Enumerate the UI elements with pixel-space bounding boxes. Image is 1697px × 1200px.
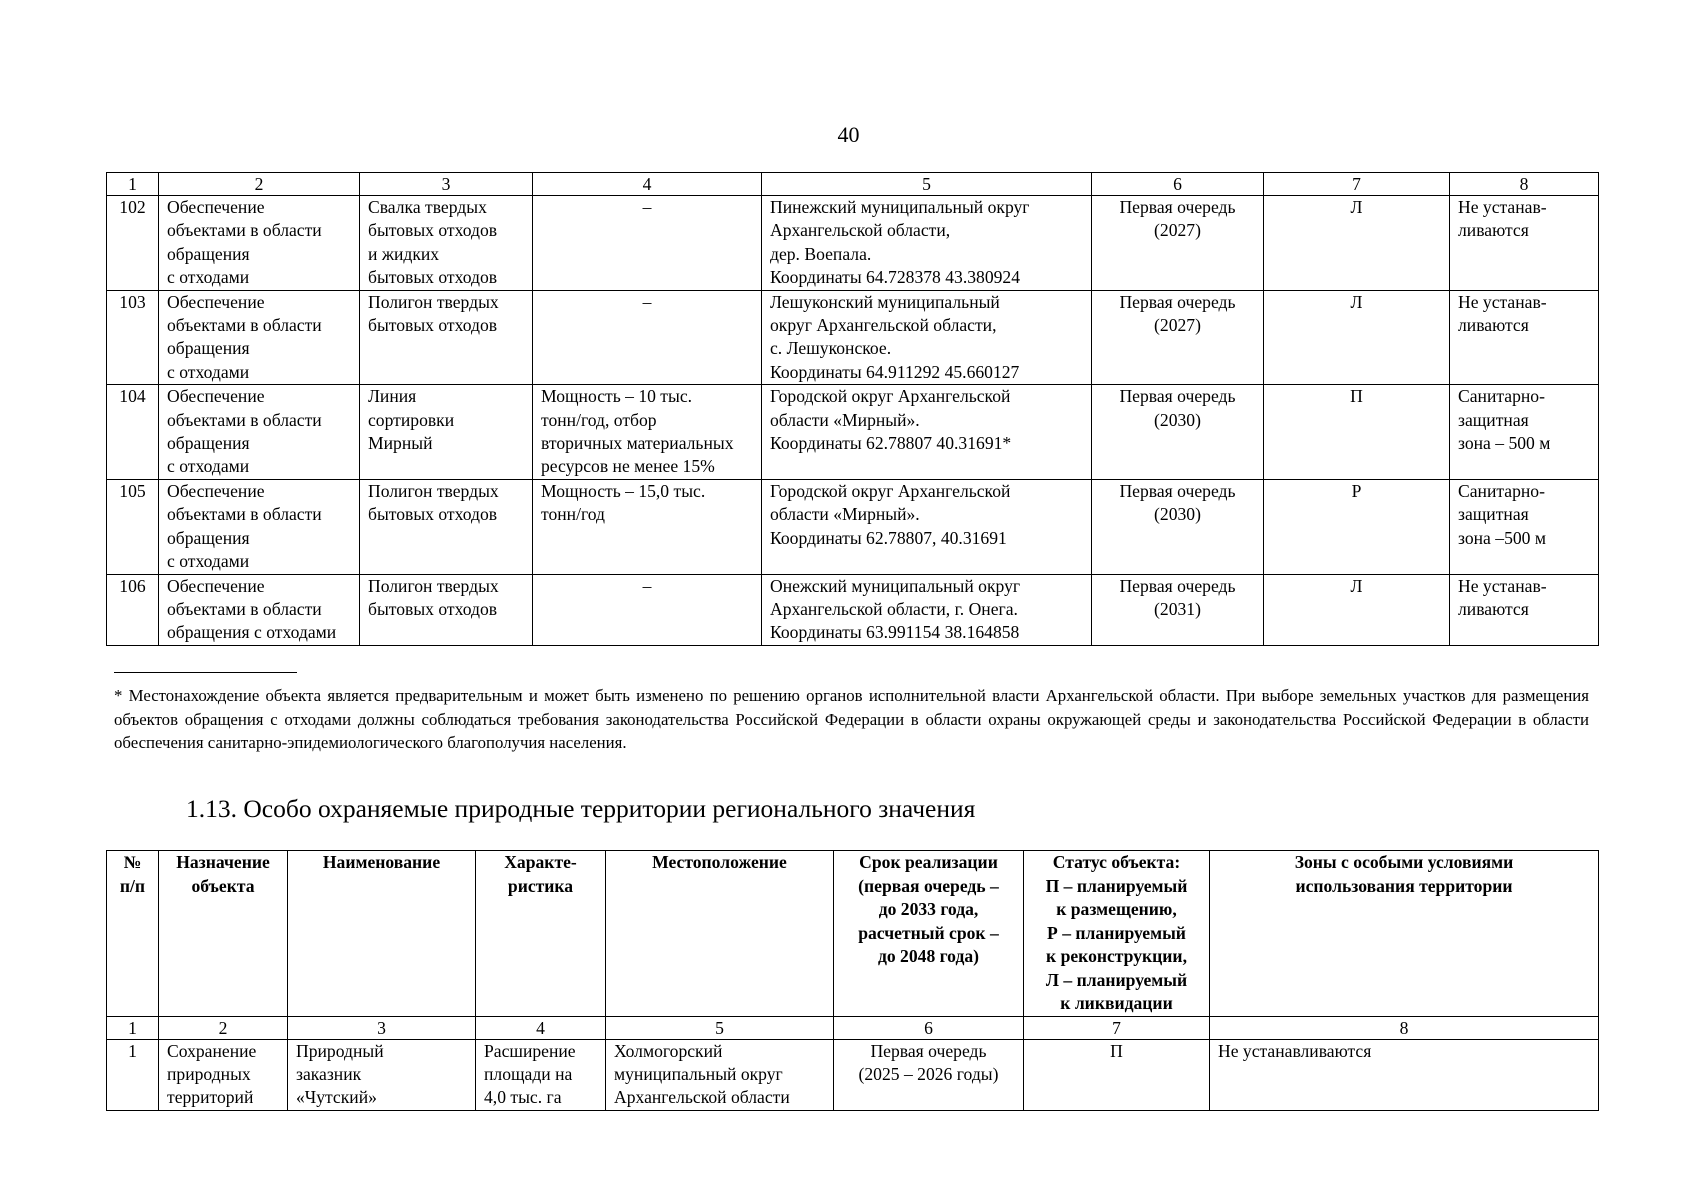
column-number: 8 [1450, 173, 1599, 196]
object-purpose: Обеспечение объектами в области обращения с отходами [159, 290, 360, 385]
column-number: 1 [107, 1016, 159, 1039]
object-characteristic: Мощность – 10 тыс. тонн/год, отбор вторичных материальных ресурсов не менее 15% [533, 385, 762, 480]
column-number: 6 [834, 1016, 1024, 1039]
object-characteristic: – [533, 290, 762, 385]
object-name: Полигон твердых бытовых отходов [360, 479, 533, 574]
table-row [107, 574, 1599, 645]
header-status: Статус объекта: П – планируемый к размещению, Р – планируемый к реконструкции, Л – планируемый к ликвидации [1024, 851, 1210, 1017]
object-characteristic: – [533, 196, 762, 291]
column-number: 5 [606, 1016, 834, 1039]
object-name: Полигон твердых бытовых отходов [360, 290, 533, 385]
object-location: Городской округ Архангельской области «Мирный». Координаты 62.78807 40.31691* [762, 385, 1092, 480]
column-number: 5 [762, 173, 1092, 196]
column-number-row [107, 173, 1599, 196]
implementation-term: Первая очередь (2030) [1092, 479, 1264, 574]
object-name: Свалка твердых бытовых отходов и жидких бытовых отходов [360, 196, 533, 291]
object-status: Л [1264, 196, 1450, 291]
object-name: Природный заказник «Чутский» [288, 1039, 476, 1110]
table-header-row [107, 851, 1599, 1017]
implementation-term: Первая очередь (2027) [1092, 196, 1264, 291]
table-row [107, 385, 1599, 480]
object-location: Онежский муниципальный округ Архангельской области, г. Онега. Координаты 63.991154 38.164858 [762, 574, 1092, 645]
object-characteristic: Мощность – 15,0 тыс. тонн/год [533, 479, 762, 574]
column-number: 2 [159, 1016, 288, 1039]
column-number: 4 [476, 1016, 606, 1039]
footnote-divider [114, 672, 297, 673]
header-location: Местоположение [606, 851, 834, 1017]
special-zones: Не устанав- ливаются [1450, 290, 1599, 385]
object-purpose: Обеспечение объектами в области обращения с отходами [159, 385, 360, 480]
header-purpose: Назначение объекта [159, 851, 288, 1017]
protected-territories-table [106, 850, 1599, 1111]
object-purpose: Обеспечение объектами в области обращения с отходами [159, 479, 360, 574]
object-location: Холмогорский муниципальный округ Архангельской области [606, 1039, 834, 1110]
header-num: № п/п [107, 851, 159, 1017]
object-name: Полигон твердых бытовых отходов [360, 574, 533, 645]
object-location: Пинежский муниципальный округ Архангельской области, дер. Воепала. Координаты 64.728378 43.380924 [762, 196, 1092, 291]
implementation-term: Первая очередь (2030) [1092, 385, 1264, 480]
implementation-term: Первая очередь (2031) [1092, 574, 1264, 645]
row-number: 104 [107, 385, 159, 480]
implementation-term: Первая очередь (2027) [1092, 290, 1264, 385]
object-location: Лешуконский муниципальный округ Архангельской области, с. Лешуконское. Координаты 64.911292 45.660127 [762, 290, 1092, 385]
column-number: 6 [1092, 173, 1264, 196]
object-name: Линия сортировки Мирный [360, 385, 533, 480]
object-purpose: Обеспечение объектами в области обращения с отходами [159, 574, 360, 645]
column-number: 3 [288, 1016, 476, 1039]
column-number: 7 [1264, 173, 1450, 196]
header-name: Наименование [288, 851, 476, 1017]
special-zones: Санитарно- защитная зона –500 м [1450, 479, 1599, 574]
header-zones: Зоны с особыми условиями использования территории [1210, 851, 1599, 1017]
object-status: П [1264, 385, 1450, 480]
column-number: 7 [1024, 1016, 1210, 1039]
column-number: 1 [107, 173, 159, 196]
special-zones: Не устанавливаются [1210, 1039, 1599, 1110]
table-row [107, 479, 1599, 574]
header-term: Срок реализации (первая очередь – до 2033 года, расчетный срок – до 2048 года) [834, 851, 1024, 1017]
object-characteristic: – [533, 574, 762, 645]
table-row [107, 1039, 1599, 1110]
waste-objects-table [106, 172, 1599, 646]
object-location: Городской округ Архангельской области «Мирный». Координаты 62.78807, 40.31691 [762, 479, 1092, 574]
special-zones: Санитарно- защитная зона – 500 м [1450, 385, 1599, 480]
object-status: П [1024, 1039, 1210, 1110]
object-status: Л [1264, 290, 1450, 385]
section-title: 1.13. Особо охраняемые природные территории регионального значения [186, 794, 976, 823]
header-characteristic: Характе- ристика [476, 851, 606, 1017]
special-zones: Не устанав- ливаются [1450, 574, 1599, 645]
row-number: 106 [107, 574, 159, 645]
object-characteristic: Расширение площади на 4,0 тыс. га [476, 1039, 606, 1110]
row-number: 1 [107, 1039, 159, 1110]
row-number: 105 [107, 479, 159, 574]
column-number: 4 [533, 173, 762, 196]
row-number: 103 [107, 290, 159, 385]
object-status: Р [1264, 479, 1450, 574]
page-number: 40 [837, 122, 860, 147]
special-zones: Не устанав- ливаются [1450, 196, 1599, 291]
table-row [107, 290, 1599, 385]
implementation-term: Первая очередь (2025 – 2026 годы) [834, 1039, 1024, 1110]
footnote: * Местонахождение объекта является предварительным и может быть изменено по решению органов исполнительной власти Архангельской области. При выборе земельных участков для размещения объектов обращения с отходами должны соблюдаться требования законодательства Российской Федерации в области охраны окружающей среды и законодательства Российской Федерации в области обеспечения санитарно-эпидемиологического благополучия населения. [114, 686, 1589, 752]
table-row [107, 196, 1599, 291]
object-purpose: Обеспечение объектами в области обращения с отходами [159, 196, 360, 291]
object-purpose: Сохранение природных территорий [159, 1039, 288, 1110]
row-number: 102 [107, 196, 159, 291]
object-status: Л [1264, 574, 1450, 645]
column-number: 3 [360, 173, 533, 196]
column-number-row [107, 1016, 1599, 1039]
column-number: 2 [159, 173, 360, 196]
column-number: 8 [1210, 1016, 1599, 1039]
